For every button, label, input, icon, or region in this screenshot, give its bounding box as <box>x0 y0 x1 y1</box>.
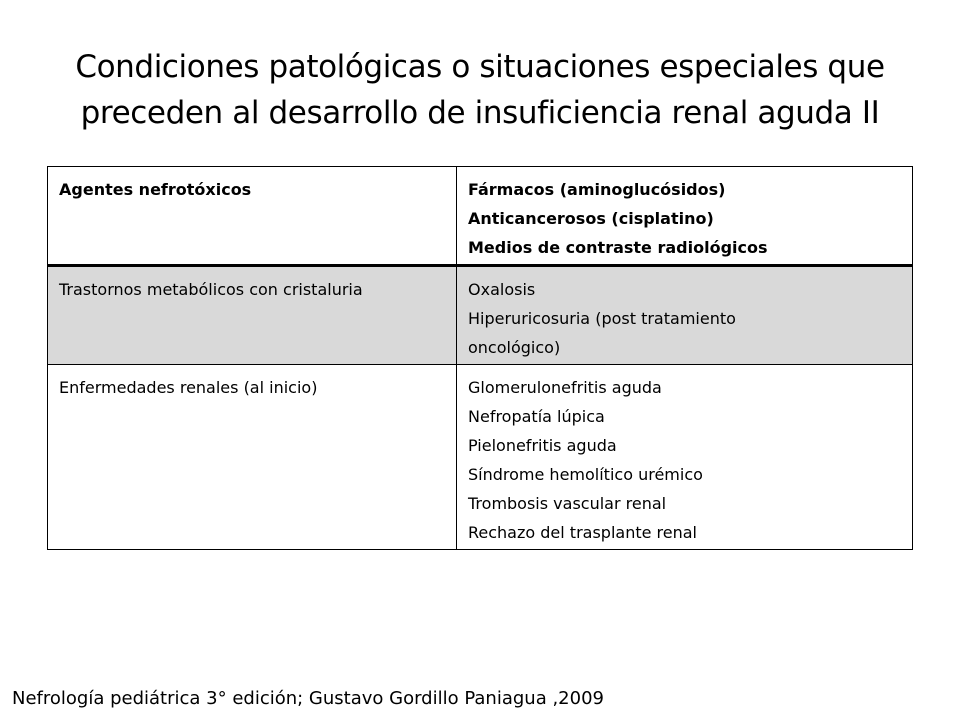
detail-line: Anticancerosos (cisplatino) <box>468 209 714 228</box>
source-citation: Nefrología pediátrica 3° edición; Gustavo Gordillo Paniagua ,2009 <box>12 688 604 709</box>
slide-title <box>40 44 920 136</box>
details-cell <box>457 167 913 266</box>
detail-line: oncológico) <box>468 338 561 357</box>
detail-line: Fármacos (aminoglucósidos) <box>468 180 726 199</box>
details-cell <box>457 266 913 365</box>
condition-cell <box>48 266 457 365</box>
slide-title-line-2: preceden al desarrollo de insuficiencia renal aguda II <box>80 95 880 131</box>
detail-line: Nefropatía lúpica <box>468 407 605 426</box>
slide-title-line-1: Condiciones patológicas o situaciones especiales que <box>75 49 885 85</box>
conditions-table <box>47 166 913 550</box>
condition-cell <box>48 167 457 266</box>
detail-line: Hiperuricosuria (post tratamiento <box>468 309 736 328</box>
details-cell <box>457 365 913 550</box>
detail-line: Medios de contraste radiológicos <box>468 238 768 257</box>
condition-label: Enfermedades renales (al inicio) <box>59 378 318 397</box>
condition-label: Trastornos metabólicos con cristaluria <box>59 280 363 299</box>
table-row <box>48 266 913 365</box>
table-row <box>48 167 913 266</box>
detail-line: Rechazo del trasplante renal <box>468 523 697 542</box>
table-row <box>48 365 913 550</box>
detail-line: Glomerulonefritis aguda <box>468 378 662 397</box>
detail-line: Oxalosis <box>468 280 536 299</box>
condition-cell <box>48 365 457 550</box>
detail-line: Síndrome hemolítico urémico <box>468 465 703 484</box>
detail-line: Trombosis vascular renal <box>468 494 667 513</box>
detail-line: Pielonefritis aguda <box>468 436 617 455</box>
condition-label: Agentes nefrotóxicos <box>59 180 252 199</box>
